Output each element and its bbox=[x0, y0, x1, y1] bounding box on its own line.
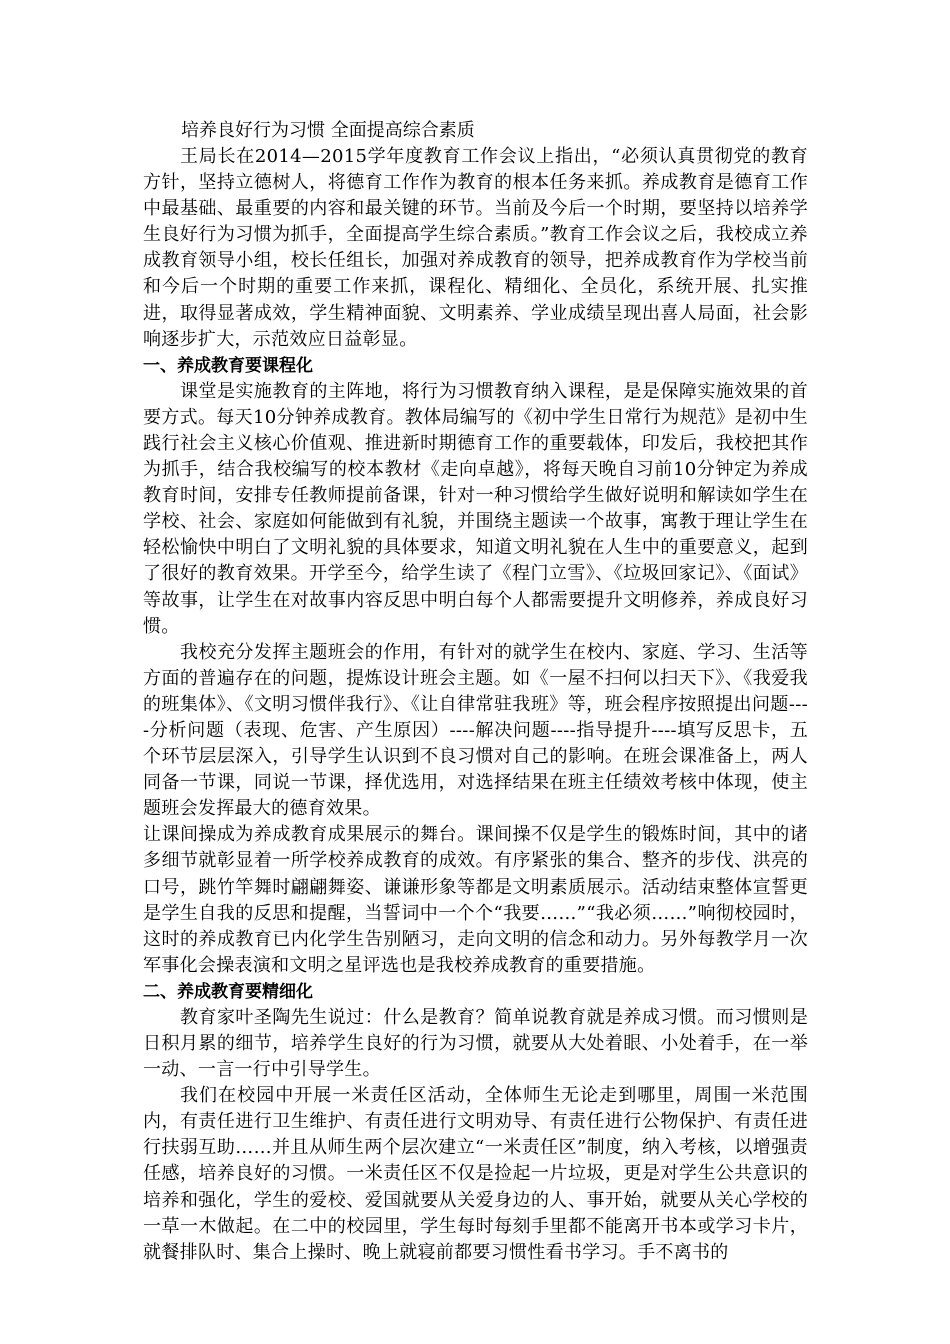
section2-heading: 二、养成教育要精细化 bbox=[143, 981, 313, 1002]
section1-paragraph-1: 课堂是实施教育的主阵地，将行为习惯教育纳入课程，是是保障实施效果的首要方式。每天10分钟养成教育。教体局编写的《初中学生日常行为规范》是初中生践行社会主义核心价值观、推进新时期德育工作的重要载体，印发后，我校把其作为抓手，结合我校编写的校本教材《走向卓越》，将每天晚自习前10分钟定为养成教育时间，安排专任教师提前备课，针对一种习惯给学生做好说明和解读如学生在学校、社会、家庭如何能做到有礼貌，并围绕主题读一个故事，寓教于理让学生在轻松愉快中明白了文明礼貌的具体要求，知道文明礼貌在人生中的重要意义，起到了很好的教育效果。开学至今，给学生读了《程门立雪》、《垃圾回家记》、《面试》等故事，让学生在对故事内容反思中明白每个人都需要提升文明修养，养成良好习惯。 bbox=[143, 380, 808, 637]
section2-paragraph-1: 教育家叶圣陶先生说过：什么是教育？简单说教育就是养成习惯。而习惯则是日积月累的细节，培养学生良好的行为习惯，就要从大处着眼、小处着手，在一举一动、一言一行中引导学生。 bbox=[143, 1006, 808, 1081]
section1-paragraph-2: 我校充分发挥主题班会的作用，有针对的就学生在校内、家庭、学习、生活等方面的普遍存在的问题，提炼设计班会主题。如《一屋不扫何以扫天下》、《我爱我的班集体》、《文明习惯伴我行》、《让自律常驻我班》等，班会程序按照提出问题----分析问题（表现、危害、产生原因）----解决问题----指导提升----填写反思卡，五个环节层层深入，引导学生认识到不良习惯对自己的影响。在班会课准备上，两人同备一节课，同说一节课，择优选用，对选择结果在班主任绩效考核中体现，使主题班会发挥最大的德育效果。 bbox=[143, 641, 808, 820]
section1-paragraph-3: 让课间操成为养成教育成果展示的舞台。课间操不仅是学生的锻炼时间，其中的诸多细节就彰显着一所学校养成教育的成效。有序紧张的集合、整齐的步伐、洪亮的口号，跳竹竿舞时翩翩舞姿、谦谦形象等都是文明素质展示。活动结束整体宣誓更是学生自我的反思和提醒，当誓词中一个个“我要……”“我必须……”响彻校园时，这时的养成教育已内化学生告别陋习，走向文明的信念和动力。另外每教学月一次军事化会操表演和文明之星评选也是我校养成教育的重要措施。 bbox=[143, 824, 808, 976]
section2-paragraph-2: 我们在校园中开展一米责任区活动，全体师生无论走到哪里，周围一米范围内，有责任进行卫生维护、有责任进行文明劝导、有责任进行公物保护、有责任进行扶弱互助……并且从师生两个层次建立“一米责任区”制度，纳入考核，以增强责任感，培养良好的习惯。一米责任区不仅是捡起一片垃圾，更是对学生公共意识的培养和强化，学生的爱校、爱国就要从关爱身边的人、事开始，就要从关心学校的一草一木做起。在二中的校园里，学生每时每刻手里都不能离开书本或学习卡片，就餐排队时、集合上操时、晚上就寝前都要习惯性看书学习。手不离书的 bbox=[143, 1085, 808, 1263]
document-title: 培养良好行为习惯 全面提高综合素质 bbox=[181, 120, 475, 141]
section1-heading: 一、养成教育要课程化 bbox=[143, 355, 313, 376]
document-page bbox=[143, 118, 808, 1266]
intro-paragraph: 王局长在2014—2015学年度教育工作会议上指出，“必须认真贯彻党的教育方针，坚持立德树人，将德育工作作为教育的根本任务来抓。养成教育是德育工作中最基础、最重要的内容和最关键的环节。当前及今后一个时期，要坚持以培养学生良好行为习惯为抓手，全面提高学生综合素质。”教育工作会议之后，我校成立养成教育领导小组，校长任组长，加强对养成教育的领导，把养成教育作为学校当前和今后一个时期的重要工作来抓，课程化、精细化、全员化，系统开展、扎实推进，取得显著成效，学生精神面貌、文明素养、学业成绩呈现出喜人局面，社会影响逐步扩大，示范效应日益彰显。 bbox=[143, 146, 808, 350]
